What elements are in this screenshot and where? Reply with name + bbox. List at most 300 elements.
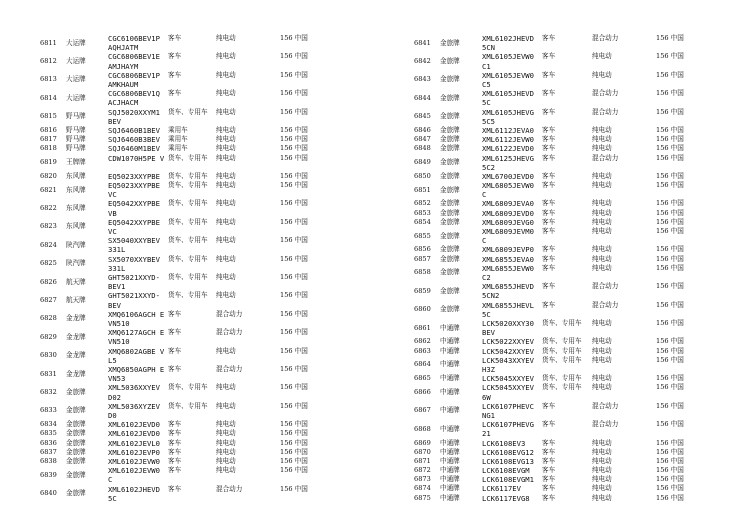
category-cell: 货车、专用车: [168, 401, 208, 410]
model-cell: XML6855JEVW0 C2: [482, 263, 534, 283]
power-type-cell: 纯电动: [592, 475, 612, 484]
table-row: [40, 457, 376, 466]
power-type-cell: 纯电动: [592, 217, 612, 226]
table-row: [414, 466, 714, 475]
row-number: 6844: [414, 93, 431, 102]
model-cell: XML6105JHEVG 5C5: [482, 107, 534, 126]
table-row: [40, 485, 376, 503]
row-number: 6864: [414, 360, 431, 369]
model-cell: LCK5022XXYEV: [482, 337, 534, 347]
category-cell: 客车: [168, 34, 182, 42]
category-cell: 客车: [542, 475, 556, 484]
category-cell: 客车: [542, 254, 556, 263]
model-cell: LCK5045XXYEV: [482, 374, 534, 384]
row-number: 6830: [40, 351, 57, 360]
row-number: 6875: [414, 493, 431, 502]
table-row: [414, 71, 714, 89]
category-cell: 客车: [542, 447, 556, 456]
category-cell: 客车: [542, 245, 556, 254]
model-cell: EQ5023XXYPBE: [108, 171, 160, 181]
row-number: 6867: [414, 406, 431, 415]
row-number: 6841: [414, 38, 431, 47]
category-cell: 客车: [542, 125, 556, 134]
row-number: 6818: [40, 144, 57, 153]
power-type-cell: 纯电动: [216, 125, 236, 134]
power-type-cell: 混合动力: [592, 89, 619, 98]
power-type-cell: 混合动力: [216, 365, 243, 373]
power-type-cell: 纯电动: [216, 401, 236, 410]
category-cell: 客车: [168, 420, 182, 429]
value-cell: 156 中国: [656, 346, 684, 355]
category-cell: 客车: [168, 365, 182, 373]
value-cell: 156 中国: [656, 447, 684, 456]
table-row: [414, 255, 714, 264]
category-cell: 货车、专用车: [168, 236, 208, 245]
model-cell: XML6125JHEVG 5C2: [482, 153, 534, 172]
value-cell: 156 中国: [656, 475, 684, 484]
brand-cell: 航天牌: [66, 277, 86, 286]
table-row: [40, 135, 376, 144]
value-cell: 156 中国: [656, 355, 684, 364]
value-cell: 156 中国: [656, 135, 684, 144]
brand-cell: 金旅牌: [440, 268, 460, 277]
brand-cell: 金龙牌: [66, 369, 86, 378]
brand-cell: 大运牌: [66, 38, 86, 47]
model-cell: XML6700JEVD0: [482, 171, 534, 181]
power-type-cell: 纯电动: [592, 447, 612, 456]
model-cell: XML6809JEVA0: [482, 199, 534, 209]
model-cell: XML6102JEVD0: [108, 429, 160, 439]
category-cell: 客车: [542, 217, 556, 226]
model-cell: CGC6806BEV1Q ACJHACM: [108, 89, 160, 108]
category-cell: 客车: [542, 438, 556, 447]
category-cell: 客车: [542, 135, 556, 144]
power-type-cell: 纯电动: [592, 135, 612, 144]
row-number: 6842: [414, 56, 431, 65]
power-type-cell: 纯电动: [592, 337, 612, 346]
value-cell: 156 中国: [280, 181, 308, 190]
brand-cell: 金旅牌: [440, 171, 460, 180]
row-number: 6831: [40, 369, 57, 378]
power-type-cell: 纯电动: [592, 383, 612, 392]
power-type-cell: 混合动力: [592, 401, 619, 410]
value-cell: 156 中国: [280, 401, 308, 410]
power-type-cell: 纯电动: [592, 318, 612, 327]
row-number: 6873: [414, 475, 431, 484]
power-type-cell: 纯电动: [592, 52, 612, 61]
power-type-cell: 混合动力: [216, 328, 243, 337]
table-row: [414, 439, 714, 448]
category-cell: 客车: [168, 70, 182, 79]
brand-cell: 大运牌: [66, 56, 86, 65]
brand-cell: 金旅牌: [440, 93, 460, 102]
value-cell: 156 中国: [280, 466, 308, 475]
row-number: 6814: [40, 93, 57, 102]
model-cell: XML6809JEVP0: [482, 245, 534, 255]
brand-cell: 金旅牌: [440, 56, 460, 65]
model-cell: LCK6108EVG13: [482, 456, 534, 466]
table-row: [40, 448, 376, 457]
table-row: [40, 108, 376, 126]
brand-cell: 金龙牌: [66, 332, 86, 341]
value-cell: 156 中国: [280, 199, 308, 208]
model-cell: XML6809JEVG0: [482, 217, 534, 227]
table-row: [414, 494, 714, 503]
brand-cell: 金旅牌: [440, 254, 460, 263]
table-row: [414, 181, 714, 199]
brand-cell: 东风牌: [66, 222, 86, 231]
power-type-cell: 混合动力: [216, 309, 243, 318]
table-row: [40, 172, 376, 181]
model-cell: CDW1070H5PE V: [108, 153, 165, 163]
value-cell: 156 中国: [280, 254, 308, 263]
category-cell: 客车: [542, 181, 556, 190]
category-cell: 客车: [168, 309, 182, 318]
value-cell: 156 中国: [280, 153, 308, 162]
brand-cell: 大运牌: [66, 93, 86, 102]
category-cell: 客车: [168, 456, 182, 465]
brand-cell: 野马牌: [66, 112, 86, 121]
category-cell: 客车: [168, 438, 182, 447]
value-cell: 156 中国: [656, 401, 684, 410]
row-number: 6839: [40, 470, 57, 479]
value-cell: 156 中国: [280, 89, 308, 98]
brand-cell: 金龙牌: [66, 351, 86, 360]
model-cell: XML6855JHEVD 5CN2: [482, 282, 534, 301]
value-cell: 156 中国: [656, 34, 684, 42]
table-row: [40, 126, 376, 135]
value-cell: 156 中国: [280, 70, 308, 79]
category-cell: 货车、专用车: [168, 383, 208, 392]
brand-cell: 金旅牌: [440, 185, 460, 194]
power-type-cell: 纯电动: [592, 70, 612, 79]
table-column-left: [40, 34, 376, 503]
power-type-cell: 混合动力: [592, 282, 619, 291]
model-cell: XML6102JEVD0: [108, 420, 160, 430]
brand-cell: 中通牌: [440, 346, 460, 355]
row-number: 6826: [40, 277, 57, 286]
row-number: 6869: [414, 438, 431, 447]
power-type-cell: 纯电动: [592, 144, 612, 153]
power-type-cell: 纯电动: [592, 227, 612, 236]
power-type-cell: 纯电动: [592, 245, 612, 254]
brand-cell: 金旅牌: [440, 125, 460, 134]
brand-cell: 王牌牌: [66, 158, 86, 167]
power-type-cell: 纯电动: [592, 125, 612, 134]
category-cell: 货车、专用车: [542, 374, 582, 383]
brand-cell: 中通牌: [440, 323, 460, 332]
model-cell: XML5036XYZEV D0: [108, 401, 160, 420]
table-row: [40, 402, 376, 420]
model-cell: LCK6117EV: [482, 484, 521, 494]
power-type-cell: 纯电动: [216, 181, 236, 190]
power-type-cell: 纯电动: [592, 484, 612, 493]
value-cell: 156 中国: [280, 429, 308, 438]
category-cell: 货车、专用车: [168, 291, 208, 300]
power-type-cell: 纯电动: [592, 438, 612, 447]
value-cell: 156 中国: [280, 420, 308, 429]
brand-cell: 中通牌: [440, 337, 460, 346]
row-number: 6851: [414, 185, 431, 194]
brand-cell: 金旅牌: [440, 245, 460, 254]
power-type-cell: 纯电动: [216, 52, 236, 61]
row-number: 6866: [414, 387, 431, 396]
value-cell: 156 中国: [656, 208, 684, 217]
row-number: 6849: [414, 158, 431, 167]
table-row: [414, 135, 714, 144]
table-row: [414, 457, 714, 466]
table-row: [414, 347, 714, 356]
power-type-cell: 纯电动: [216, 70, 236, 79]
category-cell: 货车、专用车: [168, 254, 208, 263]
power-type-cell: 纯电动: [216, 447, 236, 456]
model-cell: XML6102JEVP0: [108, 447, 160, 457]
row-number: 6865: [414, 374, 431, 383]
power-type-cell: 纯电动: [216, 466, 236, 475]
value-cell: 156 中国: [280, 217, 308, 226]
table-row: [40, 71, 376, 89]
power-type-cell: 纯电动: [216, 217, 236, 226]
brand-cell: 金旅牌: [440, 286, 460, 295]
row-number: 6860: [414, 305, 431, 314]
model-cell: XML6122JEVD0: [482, 144, 534, 154]
row-number: 6811: [40, 38, 57, 47]
category-cell: 客车: [542, 401, 556, 410]
model-cell: XML6102JEVW0: [108, 456, 160, 466]
brand-cell: 金旅牌: [440, 217, 460, 226]
brand-cell: 金旅牌: [440, 112, 460, 121]
category-cell: 客车: [542, 52, 556, 61]
category-cell: 客车: [542, 282, 556, 291]
model-cell: EQ5023XXYPBE VC: [108, 181, 160, 200]
row-number: 6857: [414, 254, 431, 263]
table-row: [414, 420, 714, 438]
value-cell: 156 中国: [656, 374, 684, 383]
table-row: [40, 439, 376, 448]
table-row: [40, 236, 376, 254]
category-cell: 客车: [542, 70, 556, 79]
brand-cell: 中通牌: [440, 447, 460, 456]
power-type-cell: 混合动力: [592, 107, 619, 116]
power-type-cell: 纯电动: [592, 456, 612, 465]
row-number: 6861: [414, 323, 431, 332]
category-cell: 客车: [168, 328, 182, 337]
category-cell: 货车、专用车: [542, 355, 582, 364]
table-row: [414, 108, 714, 126]
category-cell: 客车: [168, 466, 182, 475]
row-number: 6828: [40, 314, 57, 323]
value-cell: 156 中国: [656, 493, 684, 502]
brand-cell: 金旅牌: [66, 387, 86, 396]
brand-cell: 金旅牌: [440, 305, 460, 314]
category-cell: 客车: [168, 429, 182, 438]
brand-cell: 金旅牌: [440, 38, 460, 47]
value-cell: 156 中国: [280, 456, 308, 465]
power-type-cell: 混合动力: [592, 34, 619, 42]
table-row: [414, 89, 714, 107]
value-cell: 156 中国: [656, 52, 684, 61]
model-cell: XML6112JEVW0: [482, 135, 534, 145]
power-type-cell: 纯电动: [592, 263, 612, 272]
row-number: 6837: [40, 447, 57, 456]
power-type-cell: 纯电动: [216, 273, 236, 282]
brand-cell: 金旅牌: [440, 135, 460, 144]
model-cell: SQJ6460M1BEV: [108, 144, 160, 154]
row-number: 6832: [40, 387, 57, 396]
row-number: 6863: [414, 346, 431, 355]
value-cell: 156 中国: [656, 125, 684, 134]
table-row: [40, 199, 376, 217]
row-number: 6874: [414, 484, 431, 493]
model-cell: EQ5042XXYPBE VC: [108, 217, 160, 237]
value-cell: 156 中国: [656, 383, 684, 392]
model-cell: SX5070XXYBEV 331L: [108, 254, 160, 273]
table-row: [414, 383, 714, 401]
brand-cell: 金旅牌: [440, 231, 460, 240]
value-cell: 156 中国: [656, 300, 684, 309]
brand-cell: 中通牌: [440, 456, 460, 465]
brand-cell: 中通牌: [440, 374, 460, 383]
table-row: [40, 291, 376, 309]
row-number: 6852: [414, 199, 431, 208]
model-cell: LCK5045XXYEV 6W: [482, 383, 534, 402]
row-number: 6825: [40, 259, 57, 268]
row-number: 6817: [40, 135, 57, 144]
brand-cell: 中通牌: [440, 466, 460, 475]
table-row: [414, 356, 714, 374]
brand-cell: 东风牌: [66, 204, 86, 213]
value-cell: 156 中国: [280, 383, 308, 392]
table-row: [414, 264, 714, 282]
brand-cell: 野马牌: [66, 135, 86, 144]
category-cell: 客车: [542, 456, 556, 465]
table-row: [40, 310, 376, 328]
brand-cell: 金旅牌: [66, 489, 86, 498]
power-type-cell: 纯电动: [216, 383, 236, 392]
table-row: [40, 420, 376, 429]
model-cell: LCK6108EVGM: [482, 466, 530, 476]
value-cell: 156 中国: [656, 318, 684, 327]
brand-cell: 金旅牌: [66, 406, 86, 415]
category-cell: 客车: [168, 447, 182, 456]
category-cell: 客车: [168, 346, 182, 355]
model-cell: XML6105JEVW0 C5: [482, 70, 534, 89]
power-type-cell: 纯电动: [216, 438, 236, 447]
value-cell: 156 中国: [656, 420, 684, 429]
value-cell: 156 中国: [656, 171, 684, 180]
row-number: 6845: [414, 112, 431, 121]
brand-cell: 航天牌: [66, 296, 86, 305]
row-number: 6836: [40, 438, 57, 447]
brand-cell: 金旅牌: [440, 208, 460, 217]
table-row: [40, 144, 376, 153]
brand-cell: 金旅牌: [66, 438, 86, 447]
power-type-cell: 纯电动: [592, 374, 612, 383]
power-type-cell: 纯电动: [216, 420, 236, 429]
value-cell: 156 中国: [656, 263, 684, 272]
power-type-cell: 混合动力: [592, 153, 619, 162]
row-number: 6829: [40, 332, 57, 341]
table-row: [414, 245, 714, 254]
value-cell: 156 中国: [656, 456, 684, 465]
table-row: [414, 374, 714, 383]
power-type-cell: 纯电动: [592, 181, 612, 190]
row-number: 6821: [40, 185, 57, 194]
model-cell: LCK6117EVG8: [482, 493, 530, 503]
power-type-cell: 纯电动: [592, 199, 612, 208]
category-cell: 货车、专用车: [542, 318, 582, 327]
model-cell: XMQ6850AGPH EVN53: [108, 365, 165, 384]
category-cell: 货车、专用车: [542, 346, 582, 355]
category-cell: 客车: [542, 107, 556, 116]
model-cell: XML6102JEVW0 C: [108, 466, 160, 485]
power-type-cell: 纯电动: [216, 346, 236, 355]
power-type-cell: 纯电动: [592, 466, 612, 475]
power-type-cell: 纯电动: [592, 355, 612, 364]
model-cell: LCK6108EVG12: [482, 447, 534, 457]
category-cell: 货车、专用车: [542, 383, 582, 392]
model-cell: XML6855JHEVL 5C: [482, 300, 534, 319]
row-number: 6835: [40, 429, 57, 438]
value-cell: 156 中国: [280, 365, 308, 373]
table-row: [40, 89, 376, 107]
model-cell: LCK6107PHEVC NG1: [482, 401, 534, 420]
value-cell: 156 中国: [656, 245, 684, 254]
table-row: [414, 144, 714, 153]
power-type-cell: 纯电动: [216, 107, 236, 116]
value-cell: 156 中国: [656, 89, 684, 98]
power-type-cell: 纯电动: [592, 493, 612, 502]
brand-cell: 东风牌: [66, 171, 86, 180]
category-cell: 客车: [168, 484, 182, 493]
table-row: [414, 172, 714, 181]
row-number: 6833: [40, 406, 57, 415]
row-number: 6847: [414, 135, 431, 144]
table-row: [414, 475, 714, 484]
model-cell: LCK6108EVGM1: [482, 475, 534, 485]
table-row: [40, 383, 376, 401]
table-row: [40, 34, 376, 52]
row-number: 6856: [414, 245, 431, 254]
power-type-cell: 纯电动: [592, 346, 612, 355]
brand-cell: 野马牌: [66, 144, 86, 153]
brand-cell: 金龙牌: [66, 314, 86, 323]
value-cell: 156 中国: [280, 135, 308, 144]
table-row: [414, 484, 714, 493]
table-row: [414, 402, 714, 420]
model-cell: XML6102JHEVD 5CN: [482, 34, 534, 53]
power-type-cell: 纯电动: [216, 291, 236, 300]
table-row: [414, 34, 714, 52]
category-cell: 货车、专用车: [168, 217, 208, 226]
model-cell: XML6102JEVL0: [108, 438, 160, 448]
row-number: 6819: [40, 158, 57, 167]
value-cell: 156 中国: [656, 466, 684, 475]
power-type-cell: 纯电动: [216, 34, 236, 42]
category-cell: 客车: [542, 484, 556, 493]
category-cell: 客车: [168, 89, 182, 98]
brand-cell: 金旅牌: [66, 420, 86, 429]
model-cell: XML6809JEVM0 C: [482, 227, 534, 246]
brand-cell: 陕汽牌: [66, 259, 86, 268]
table-row: [414, 154, 714, 172]
power-type-cell: 纯电动: [216, 429, 236, 438]
row-number: 6848: [414, 144, 431, 153]
brand-cell: 中通牌: [440, 438, 460, 447]
category-cell: 客车: [542, 263, 556, 272]
brand-cell: 金旅牌: [66, 456, 86, 465]
table-row: [40, 328, 376, 346]
